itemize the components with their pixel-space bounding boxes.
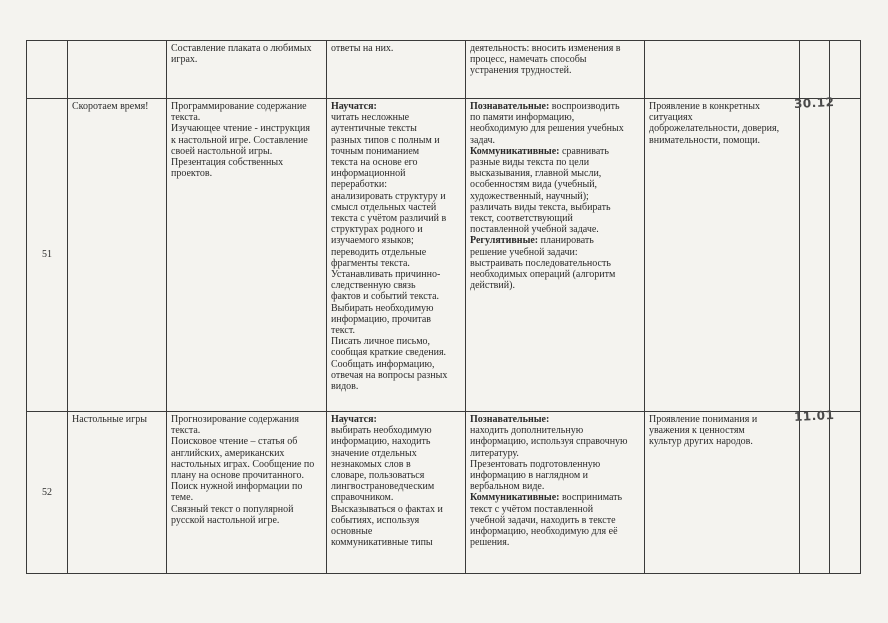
subject-line: структурах родного и — [331, 224, 423, 236]
extra-cell — [830, 99, 861, 412]
uud-line — [470, 179, 640, 190]
uud-text: планировать — [538, 235, 594, 247]
handwritten-date: 30.12 — [793, 94, 835, 112]
content-line: к настольной игре. Составление — [171, 134, 308, 146]
uud-text: учебной задачи, находить в тексте — [470, 514, 616, 526]
subject-results-cell — [327, 99, 466, 412]
content-line: плану на основе прочитанного. — [171, 470, 305, 482]
extra-cell — [830, 41, 861, 99]
subject-line: фактов и событий текста. — [331, 291, 440, 303]
uud-line — [470, 65, 640, 76]
subject-line: событиях, используя — [331, 514, 420, 526]
subject-line: значение отдельных — [331, 447, 417, 459]
lesson-content-cell — [167, 412, 327, 574]
uud-text: вербальном виде. — [470, 481, 545, 493]
uud-category: Коммуникативные: — [470, 145, 560, 157]
content-line: русской настольной игре. — [171, 514, 280, 526]
subject-line: текста на основе его — [331, 157, 418, 169]
uud-text: информацию, необходимую для её — [470, 526, 618, 538]
uud-line — [470, 54, 640, 65]
subject-heading: Научатся: — [331, 414, 377, 425]
date-cell — [793, 94, 835, 412]
uud-line — [470, 436, 640, 447]
lesson-topic-cell — [68, 412, 167, 574]
table-body — [27, 41, 861, 574]
uud-text: текст, соответствующий — [470, 213, 573, 225]
uud-line — [470, 414, 640, 425]
uud-text: решение учебной задачи: — [470, 246, 578, 258]
lesson-number: 52 — [42, 486, 52, 498]
subject-results-cell — [327, 412, 466, 574]
uud-text: процесс, намечать способы — [470, 54, 587, 66]
uud-text: по памяти информацию, — [470, 112, 575, 124]
subject-line: незнакомых слов в — [331, 458, 411, 470]
lesson-number-cell — [27, 412, 68, 574]
uud-line — [470, 43, 640, 54]
lesson-number-cell — [27, 99, 68, 412]
content-line: Программирование содержание — [171, 101, 307, 112]
subject-line: Выбирать необходимую — [331, 302, 434, 314]
uud-line — [470, 504, 640, 515]
table-row — [27, 99, 861, 412]
subject-results-cell — [327, 41, 466, 99]
uud-text: высказывания, главной мысли, — [470, 168, 602, 180]
content-line: Связный текст о популярной — [171, 503, 294, 515]
personal-line: культур других народов. — [649, 436, 753, 448]
uud-text: информацию в наглядном и — [470, 470, 589, 482]
content-line: проектов. — [171, 168, 213, 180]
subject-line: Сообщать информацию, — [331, 358, 435, 370]
subject-line: ответы на них. — [331, 43, 394, 54]
lesson-content-cell — [167, 41, 327, 99]
uud-text: выстраивать последовательность — [470, 257, 611, 269]
uud-text: информацию, используя справочную — [470, 436, 628, 448]
content-line: настольных играх. Сообщение по — [171, 458, 315, 470]
content-line: Поисковое чтение – статья об — [171, 436, 298, 448]
uud-line — [470, 168, 640, 179]
subject-line: информацию, прочитав — [331, 313, 432, 325]
uud-line — [470, 191, 640, 202]
subject-line: смысл отдельных частей — [331, 201, 437, 213]
lesson-number-cell — [27, 41, 68, 99]
subject-line: читать несложные — [331, 112, 410, 124]
subject-line: фрагменты текста. — [331, 257, 410, 269]
uud-text: особенностям вида (учебный, — [470, 179, 598, 191]
uud-line — [470, 202, 640, 213]
subject-line: лингвострановедческим — [331, 481, 435, 493]
uud-text: различать виды текста, выбирать — [470, 201, 611, 213]
subject-line: выбирать необходимую — [331, 425, 432, 437]
uud-line — [470, 146, 640, 157]
subject-line: информацию, находить — [331, 436, 431, 448]
personal-results-cell — [645, 41, 800, 99]
date-cell — [800, 41, 830, 99]
lesson-topic: Настольные игры — [72, 414, 147, 425]
content-line: Презентация собственных — [171, 157, 284, 169]
uud-line — [470, 135, 640, 146]
handwritten-date: 11.01 — [793, 407, 835, 425]
personal-line: ситуациях — [649, 112, 693, 124]
uud-line — [470, 526, 640, 537]
personal-results-cell — [645, 99, 800, 412]
personal-results-cell — [645, 412, 800, 574]
lesson-topic: Скоротаем время! — [72, 101, 149, 112]
lesson-topic-cell — [68, 41, 167, 99]
personal-line: Проявление понимания и — [649, 414, 758, 425]
subject-line: справочником. — [331, 492, 394, 504]
subject-line: точным пониманием — [331, 145, 420, 157]
subject-line: коммуникативные типы — [331, 537, 433, 549]
uud-line — [470, 235, 640, 246]
subject-line: текста с учётом различий в — [331, 213, 447, 225]
lesson-number: 51 — [42, 249, 52, 261]
subject-line: аутентичные тексты — [331, 123, 417, 135]
uud-text: деятельность: вносить изменения в — [470, 43, 621, 54]
personal-line: Проявление в конкретных — [649, 101, 760, 112]
content-line: Поиск нужной информации по — [171, 481, 303, 493]
subject-line: Писать личное письмо, — [331, 336, 431, 348]
uud-line — [470, 515, 640, 526]
uud-line — [470, 448, 640, 459]
uud-line — [470, 481, 640, 492]
uud-text: литературу. — [470, 447, 519, 459]
uud-line — [470, 537, 640, 548]
uud-line — [470, 112, 640, 123]
uud-text: необходимых операций (алгоритм — [470, 269, 616, 281]
uud-line — [470, 470, 640, 481]
subject-line: разных типов с полным и — [331, 134, 440, 146]
subject-line: отвечая на вопросы разных — [331, 369, 448, 381]
uud-line — [470, 280, 640, 291]
uud-text: текст с учётом поставленной — [470, 503, 594, 515]
uud-line — [470, 247, 640, 258]
uud-line — [470, 213, 640, 224]
uud-text: художественный, научный); — [470, 190, 589, 202]
content-line: Составление плаката о любимых — [171, 43, 312, 54]
subject-line: изучаемого языков; — [331, 235, 414, 247]
subject-line: сообщая краткие сведения. — [331, 347, 447, 359]
uud-category: Коммуникативные: — [470, 492, 560, 504]
subject-line: следственную связь — [331, 280, 416, 292]
uud-text: устранения трудностей. — [470, 65, 572, 77]
uud-text: задач. — [470, 134, 496, 146]
subject-line: информационной — [331, 168, 406, 180]
content-line: текста. — [171, 425, 201, 437]
subject-line: словаре, пользоваться — [331, 470, 425, 482]
uud-text: решения. — [470, 537, 510, 549]
uud-cell — [466, 41, 645, 99]
uud-category: Познавательные: — [470, 414, 550, 425]
uud-cell — [466, 99, 645, 412]
subject-line: видов. — [331, 381, 359, 393]
extra-cell — [830, 412, 861, 574]
table-row — [27, 412, 861, 574]
subject-line: основные — [331, 526, 373, 538]
date-cell — [793, 407, 835, 574]
uud-category: Регулятивные: — [470, 235, 539, 247]
personal-line: уважения к ценностям — [649, 425, 745, 437]
subject-line: анализировать структуру и — [331, 190, 446, 202]
uud-line — [470, 224, 640, 235]
subject-line: Высказываться о фактах и — [331, 503, 443, 515]
uud-text: Презентовать подготовленную — [470, 458, 601, 470]
content-line: Изучающее чтение - инструкция — [171, 123, 310, 135]
lesson-content-cell — [167, 99, 327, 412]
uud-line — [470, 123, 640, 134]
uud-text: сравнивать — [559, 145, 609, 157]
uud-line — [470, 157, 640, 168]
uud-text: поставленной учебной задаче. — [470, 224, 599, 236]
content-line: текста. — [171, 112, 201, 124]
uud-line — [470, 459, 640, 470]
uud-text: действий). — [470, 280, 515, 292]
lesson-topic-cell — [68, 99, 167, 412]
table-row — [27, 41, 861, 99]
uud-text: разные виды текста по цели — [470, 157, 590, 169]
subject-line: текст. — [331, 325, 355, 337]
content-line: Прогнозирование содержания — [171, 414, 299, 425]
uud-line — [470, 492, 640, 503]
subject-line: переработки: — [331, 179, 387, 191]
uud-line — [470, 425, 640, 436]
uud-category: Познавательные: — [470, 101, 550, 112]
uud-line — [470, 101, 640, 112]
uud-cell — [466, 412, 645, 574]
uud-line — [470, 258, 640, 269]
uud-text: воспроизводить — [549, 101, 620, 112]
uud-line — [470, 269, 640, 280]
personal-line: внимательности, помощи. — [649, 134, 761, 146]
subject-line: переводить отдельные — [331, 246, 427, 258]
content-line: теме. — [171, 492, 194, 504]
uud-text: воспринимать — [559, 492, 623, 504]
content-line: английских, американских — [171, 447, 285, 459]
content-line: играх. — [171, 54, 198, 66]
subject-heading: Научатся: — [331, 101, 377, 112]
subject-line: Устанавливать причинно- — [331, 269, 441, 281]
uud-text: находить дополнительную — [470, 425, 584, 437]
uud-text: необходимую для решения учебных — [470, 123, 624, 135]
content-line: своей настольной игры. — [171, 145, 273, 157]
personal-line: доброжелательности, доверия, — [649, 123, 780, 135]
lesson-plan-table — [26, 40, 861, 574]
